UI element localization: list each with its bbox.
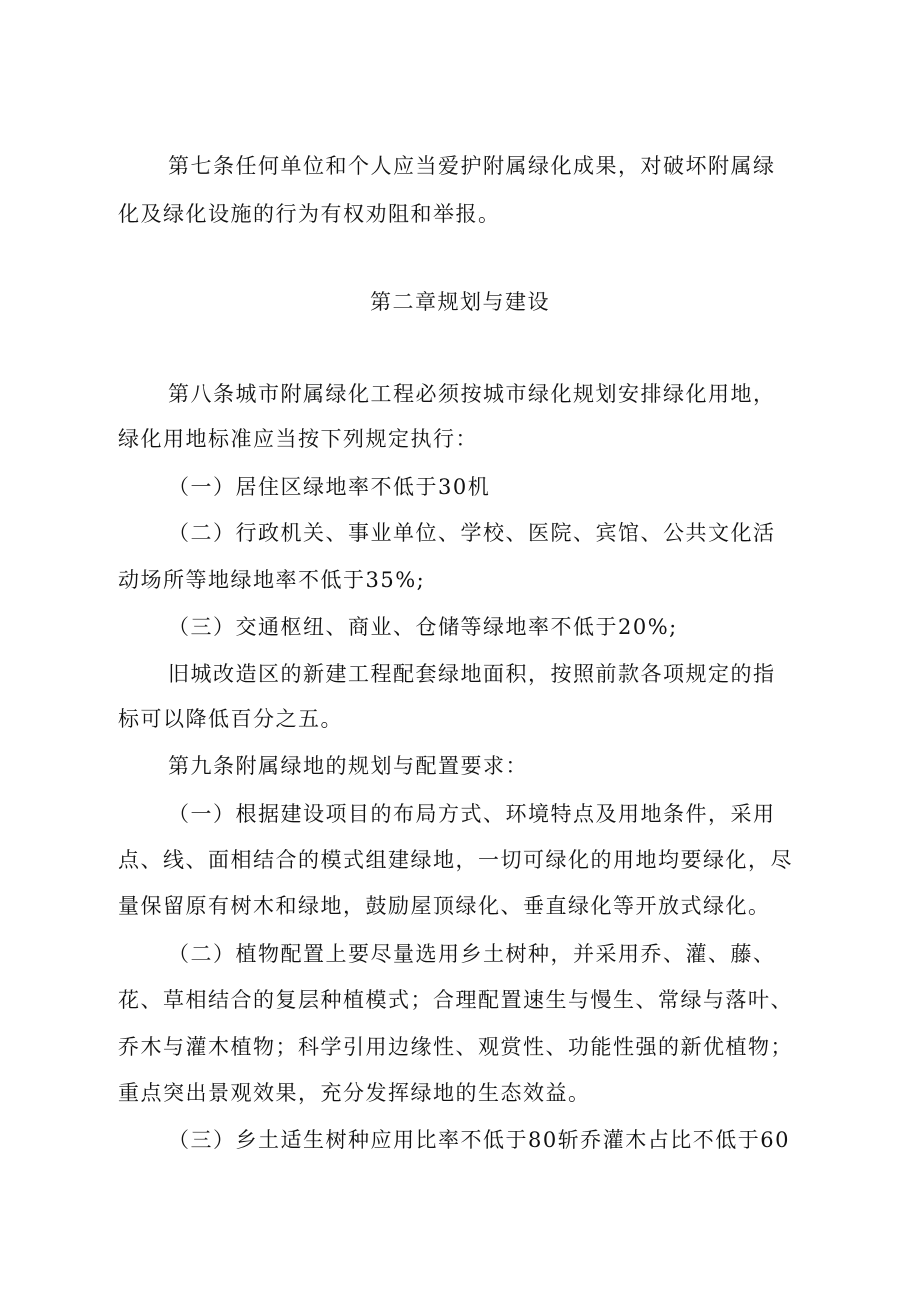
article-8-note-line-1: 旧城改造区的新建工程配套绿地面积，按照前款各项规定的指 bbox=[168, 662, 776, 686]
article-9-line-1: 第九条附属绿地的规划与配置要求： bbox=[168, 754, 528, 778]
article-8-item-2-line-2: 动场所等地绿地率不低于35%; bbox=[118, 568, 426, 592]
chapter-title: 第二章规划与建设 bbox=[370, 290, 550, 314]
article-9-item-1-line-2: 点、线、面相结合的模式组建绿地，一切可绿化的用地均要绿化，尽 bbox=[118, 848, 793, 872]
article-9-item-1-line-3: 量保留原有树木和绿地，鼓励屋顶绿化、垂直绿化等开放式绿化。 bbox=[118, 894, 771, 918]
article-8-line-1: 第八条城市附属绿化工程必须按城市绿化规划安排绿化用地， bbox=[168, 382, 776, 406]
article-9-item-2-line-4: 重点突出景观效果，充分发挥绿地的生态效益。 bbox=[118, 1081, 591, 1105]
article-9-item-2-line-1: （二）植物配置上要尽量选用乡土树种，并采用乔、灌、藤、 bbox=[168, 942, 776, 966]
article-8-line-2: 绿化用地标准应当按下列规定执行： bbox=[118, 427, 478, 451]
article-7-line-2: 化及绿化设施的行为有权劝阻和举报。 bbox=[118, 202, 501, 226]
article-8-note-line-2: 标可以降低百分之五。 bbox=[118, 707, 343, 731]
article-9-item-1-line-1: （一）根据建设项目的布局方式、环境特点及用地条件，采用 bbox=[168, 802, 776, 826]
article-7-line-1: 第七条任何单位和个人应当爱护附属绿化成果，对破坏附属绿 bbox=[168, 154, 776, 178]
article-8-item-1: （一）居住区绿地率不低于30机 bbox=[168, 475, 491, 499]
article-8-item-2-line-1: （二）行政机关、事业单位、学校、医院、宾馆、公共文化活 bbox=[168, 521, 776, 545]
article-9-item-3-line-1: （三）乡土适生树种应用比率不低于80斩乔灌木占比不低于60 bbox=[168, 1128, 790, 1152]
article-9-item-2-line-2: 花、草相结合的复层种植模式；合理配置速生与慢生、常绿与落叶、 bbox=[118, 988, 793, 1012]
article-8-item-3: （三）交通枢纽、商业、仓储等绿地率不低于20%; bbox=[168, 615, 678, 639]
article-9-item-2-line-3: 乔木与灌木植物；科学引用边缘性、观赏性、功能性强的新优植物； bbox=[118, 1035, 793, 1059]
